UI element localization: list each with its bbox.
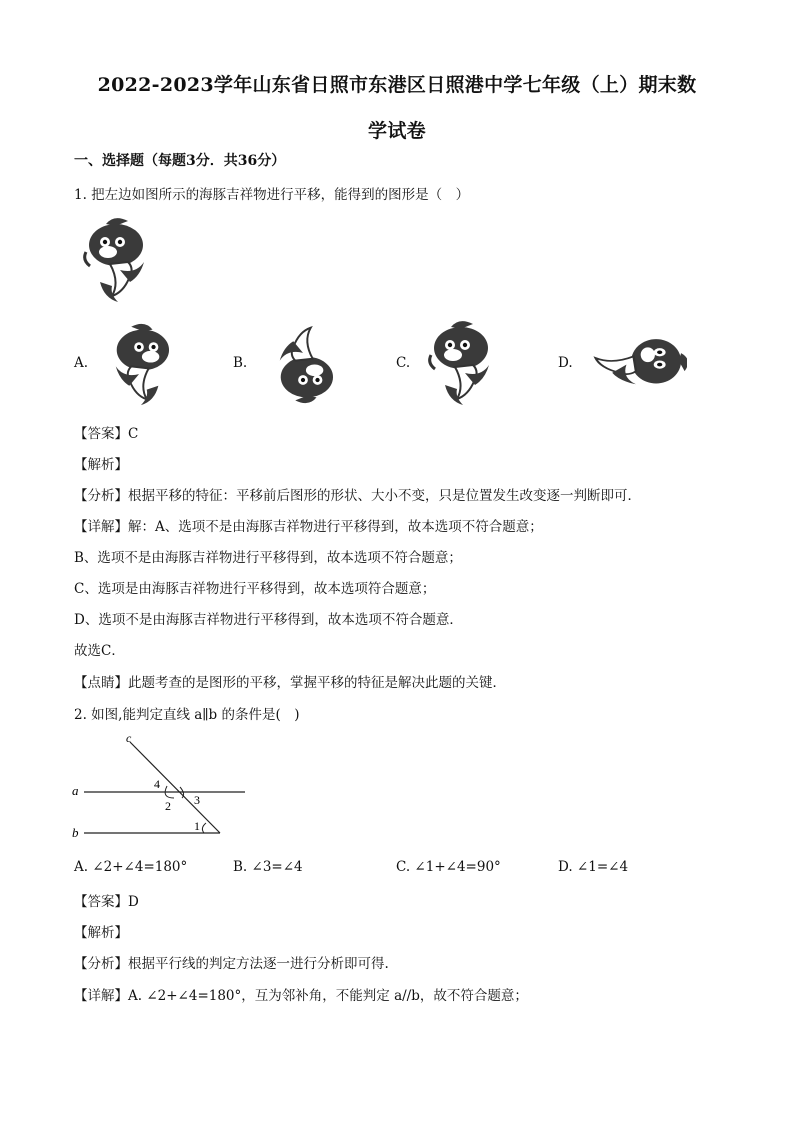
dolphin-reference-image <box>80 212 160 307</box>
q2-answer: 【答案】D <box>74 894 139 910</box>
question-1-stem: 1. 把左边如图所示的海豚吉祥物进行平移，能得到的图形是（ ） <box>74 187 470 203</box>
label-angle-1: 1 <box>194 819 200 833</box>
question-2-stem: 2. 如图,能判定直线 a∥b 的条件是( ) <box>74 707 300 723</box>
q2-option-c[interactable]: C. ∠1+∠4=90° <box>396 859 501 875</box>
q1-choose: 故选C． <box>74 643 125 659</box>
dolphin-option-d-image[interactable] <box>592 326 687 404</box>
q2-option-a[interactable]: A. ∠2+∠4=180° <box>74 859 188 875</box>
q1-detail-d: D、选项不是由海豚吉祥物进行平移得到，故本选项不符合题意． <box>74 612 463 628</box>
page-title-line1: 2022-2023学年山东省日照市东港区日照港中学七年级（上）期末数 <box>97 74 697 96</box>
label-angle-4: 4 <box>154 777 160 791</box>
q1-analysis-heading: 【解析】 <box>74 457 128 473</box>
dolphin-option-a-image[interactable] <box>98 318 180 410</box>
dolphin-option-b-image[interactable] <box>264 318 342 410</box>
q1-option-b-label: B. <box>233 355 248 371</box>
q2-analysis-heading: 【解析】 <box>74 925 128 941</box>
q1-comment: 【点睛】此题考查的是图形的平移，掌握平移的特征是解决此题的关键． <box>74 675 506 691</box>
q1-detail-c: C、选项是由海豚吉祥物进行平移得到，故本选项符合题意； <box>74 581 436 597</box>
q2-analysis: 【分析】根据平行线的判定方法逐一进行分析即可得. <box>74 956 389 972</box>
q2-option-d[interactable]: D. ∠1=∠4 <box>558 859 629 875</box>
angle-arc-1 <box>202 823 206 833</box>
label-angle-3: 3 <box>194 793 200 807</box>
parallel-lines-figure <box>70 732 250 842</box>
q1-option-c-label: C. <box>396 355 411 371</box>
label-angle-2: 2 <box>165 799 171 813</box>
dolphin-option-c-image[interactable] <box>425 315 505 410</box>
q1-option-a-label: A. <box>74 355 89 371</box>
q1-analysis: 【分析】根据平移的特征：平移前后图形的形状、大小不变，只是位置发生改变逐一判断即可． <box>74 488 641 504</box>
q1-answer: 【答案】C <box>74 426 139 442</box>
label-c: c <box>126 732 132 745</box>
q2-option-b[interactable]: B. ∠3=∠4 <box>233 859 303 875</box>
label-a: a <box>72 783 79 798</box>
q1-option-d-label: D. <box>558 355 573 371</box>
page-title-line2: 学试卷 <box>368 120 426 142</box>
q1-detail-b: B、选项不是由海豚吉祥物进行平移得到，故本选项不符合题意； <box>74 550 462 566</box>
section-heading: 一、选择题（每题3分．共36分） <box>74 153 286 169</box>
label-b: b <box>72 825 79 840</box>
line-c <box>130 742 220 833</box>
q1-detail-a: 【详解】解：A、选项不是由海豚吉祥物进行平移得到，故本选项不符合题意； <box>74 519 543 535</box>
q2-detail-a: 【详解】A. ∠2+∠4=180°，互为邻补角，不能判定 a//b，故不符合题意； <box>74 988 528 1004</box>
